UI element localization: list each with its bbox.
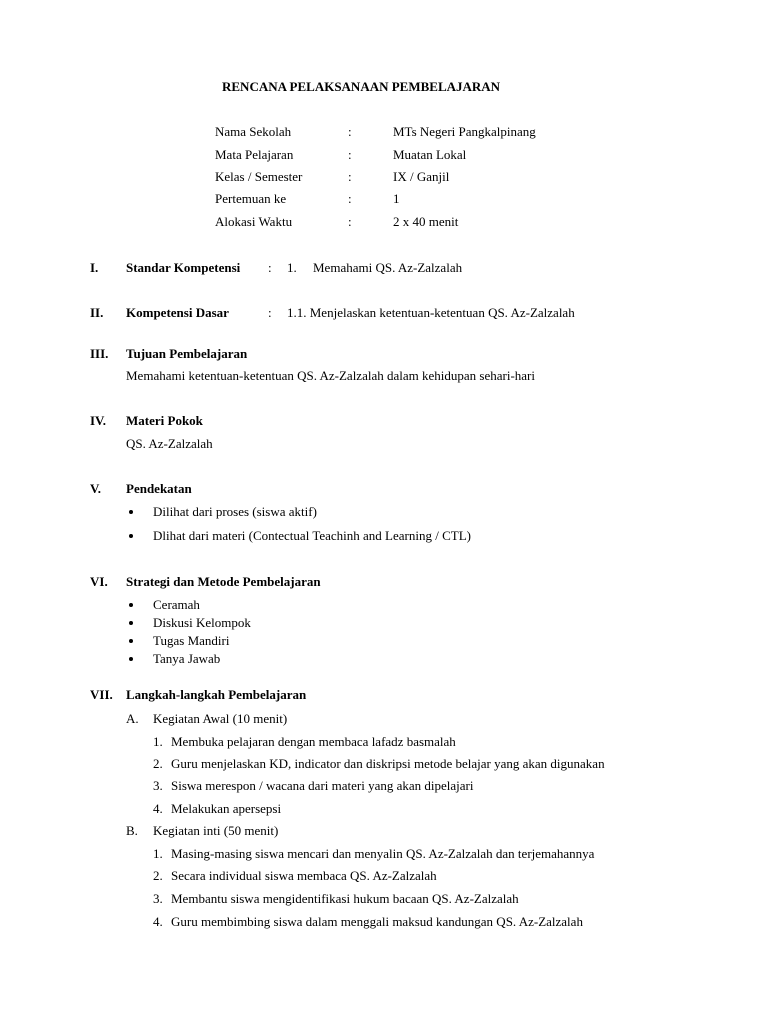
identity-separator: :: [348, 191, 352, 206]
document-title: RENCANA PELAKSANAAN PEMBELAJARAN: [222, 79, 501, 94]
identity-value: 1: [393, 191, 400, 206]
step-number: 4.: [153, 801, 163, 816]
identity-separator: :: [348, 169, 352, 184]
section-heading: Materi Pokok: [126, 413, 203, 428]
step-number: 3.: [153, 891, 163, 906]
identity-value: Muatan Lokal: [393, 147, 467, 162]
bullet-icon: [129, 534, 133, 538]
section-heading: Pendekatan: [126, 481, 192, 496]
subsection-title: Kegiatan Awal (10 menit): [153, 711, 288, 726]
section-number: V.: [90, 481, 101, 496]
bullet-icon: [129, 621, 133, 625]
step-number: 3.: [153, 778, 163, 793]
section-number: IV.: [90, 413, 107, 428]
step-number: 2.: [153, 756, 163, 771]
section-separator: :: [268, 260, 272, 275]
identity-label: Alokasi Waktu: [215, 214, 293, 229]
section-number: II.: [90, 305, 104, 320]
section-heading: Standar Kompetensi: [126, 260, 241, 275]
identity-value: MTs Negeri Pangkalpinang: [393, 124, 536, 139]
identity-label: Kelas / Semester: [215, 169, 303, 184]
step-text: Guru menjelaskan KD, indicator dan diskripsi metode belajar yang akan digunakan: [171, 756, 605, 771]
step-number: 1.: [153, 846, 163, 861]
identity-separator: :: [348, 147, 352, 162]
identity-separator: :: [348, 124, 352, 139]
identity-label: Mata Pelajaran: [215, 147, 294, 162]
section-number: I.: [90, 260, 99, 275]
section-number: VII.: [90, 687, 113, 702]
step-number: 4.: [153, 914, 163, 929]
bullet-icon: [129, 639, 133, 643]
section-text: QS. Az-Zalzalah: [126, 436, 213, 451]
section-heading: Tujuan Pembelajaran: [126, 346, 248, 361]
step-text: Membantu siswa mengidentifikasi hukum bacaan QS. Az-Zalzalah: [171, 891, 519, 906]
step-text: Siswa merespon / wacana dari materi yang akan dipelajari: [171, 778, 474, 793]
bullet-item: Dilihat dari proses (siswa aktif): [153, 504, 317, 519]
bullet-item: Diskusi Kelompok: [153, 615, 251, 630]
bullet-item: Tanya Jawab: [153, 651, 221, 666]
identity-label: Pertemuan ke: [215, 191, 287, 206]
section-text: Memahami ketentuan-ketentuan QS. Az-Zalzalah dalam kehidupan sehari-hari: [126, 368, 535, 383]
section-text: 1.1. Menjelaskan ketentuan-ketentuan QS. Az-Zalzalah: [287, 305, 575, 320]
bullet-item: Ceramah: [153, 597, 200, 612]
section-heading: Kompetensi Dasar: [126, 305, 229, 320]
identity-label: Nama Sekolah: [215, 124, 292, 139]
section-number: III.: [90, 346, 109, 361]
step-number: 1.: [153, 734, 163, 749]
step-text: Masing-masing siswa mencari dan menyalin QS. Az-Zalzalah dan terjemahannya: [171, 846, 595, 861]
identity-separator: :: [348, 214, 352, 229]
bullet-icon: [129, 657, 133, 661]
step-number: 2.: [153, 868, 163, 883]
subsection-title: Kegiatan inti (50 menit): [153, 823, 279, 838]
section-heading: Langkah-langkah Pembelajaran: [126, 687, 307, 702]
step-text: Melakukan apersepsi: [171, 801, 282, 816]
step-text: Secara individual siswa membaca QS. Az-Zalzalah: [171, 868, 437, 883]
step-text: Membuka pelajaran dengan membaca lafadz basmalah: [171, 734, 456, 749]
section-separator: :: [268, 305, 272, 320]
section-text: Memahami QS. Az-Zalzalah: [313, 260, 463, 275]
identity-value: IX / Ganjil: [393, 169, 450, 184]
bullet-icon: [129, 510, 133, 514]
step-text: Guru membimbing siswa dalam menggali maksud kandungan QS. Az-Zalzalah: [171, 914, 583, 929]
bullet-item: Tugas Mandiri: [153, 633, 230, 648]
section-heading: Strategi dan Metode Pembelajaran: [126, 574, 321, 589]
section-number: VI.: [90, 574, 108, 589]
identity-value: 2 x 40 menit: [393, 214, 459, 229]
bullet-item: Dlihat dari materi (Contectual Teachinh and Learning / CTL): [153, 528, 471, 543]
bullet-icon: [129, 603, 133, 607]
item-number: 1.: [287, 260, 297, 275]
subsection-letter: A.: [126, 711, 139, 726]
subsection-letter: B.: [126, 823, 138, 838]
